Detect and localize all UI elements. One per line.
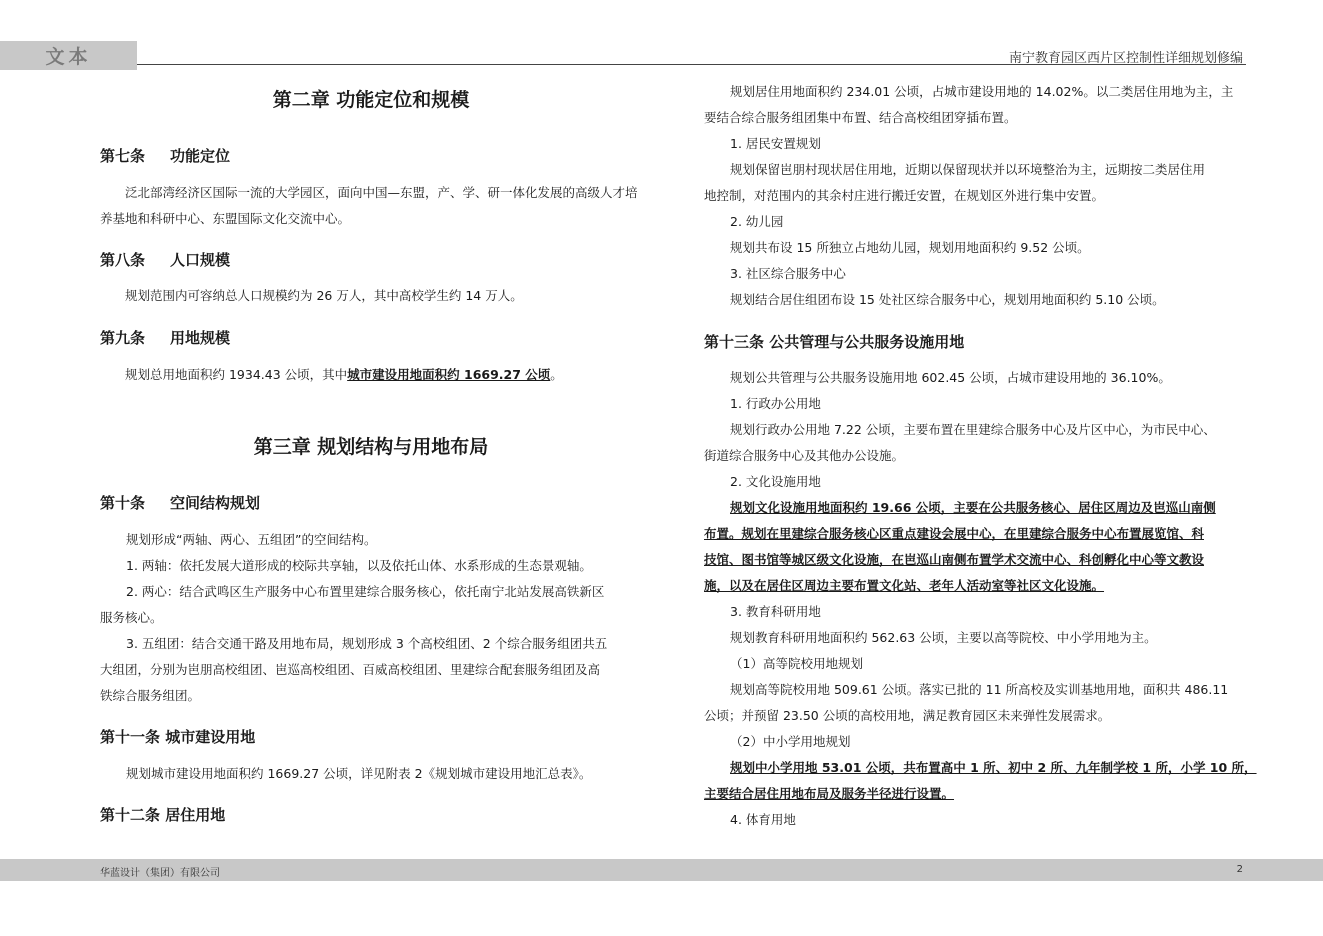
- list-item-clusters-cont: 大组团，分别为岜朋高校组团、岜巡高校组团、百威高校组团、里建综合配套服务组团及高: [100, 662, 601, 677]
- subheading-kindergarten: 2. 幼儿园: [730, 214, 784, 229]
- culture-paragraph-cont: 布置。规划在里建综合服务核心区重点建设会展中心，在里建综合服务中心布置展览馆、科: [704, 526, 1205, 541]
- article-12-heading: 第十二条 居住用地: [100, 806, 226, 824]
- list-item-axes: 1. 两轴：依托发展大道形成的校际共享轴，以及依托山体、水系形成的生态景观轴。: [126, 558, 592, 573]
- list-item-clusters-cont: 铁综合服务组团。: [100, 688, 201, 703]
- subheading-university: （1）高等院校用地规划: [730, 656, 863, 671]
- resettlement-paragraph-cont: 地控制，对范围内的其余村庄进行搬迁安置，在规划区外进行集中安置。: [704, 188, 1105, 203]
- article-10-heading: [100, 492, 260, 513]
- chapter-2-heading: 第二章 功能定位和规模: [272, 89, 470, 111]
- subheading-resettlement: 1. 居民安置规划: [730, 136, 821, 151]
- residential-paragraph: 规划居住用地面积约 234.01 公顷，占城市建设用地的 14.02%。以二类居住用地为主，主: [730, 84, 1234, 99]
- resettlement-paragraph: 规划保留岜朋村现状居住用地，近期以保留现状并以环境整治为主，远期按二类居住用: [730, 162, 1206, 177]
- page-number: 2: [1236, 864, 1243, 875]
- article-9-heading: [100, 327, 230, 348]
- list-item-cores-cont: 服务核心。: [100, 610, 163, 625]
- admin-office-paragraph: 规划行政办公用地 7.22 公顷，主要布置在里建综合服务中心及片区中心，为市民中心、: [730, 422, 1216, 437]
- article-9-paragraph: [100, 362, 642, 388]
- highlighted-text: 城市建设用地面积约 1669.27 公顷: [347, 367, 551, 382]
- public-service-paragraph: 规划公共管理与公共服务设施用地 602.45 公顷，占城市建设用地的 36.10%。: [730, 370, 1171, 385]
- residential-paragraph-cont: 要结合综合服务组团集中布置、结合高校组团穿插布置。: [704, 110, 1017, 125]
- article-8-heading: [100, 249, 230, 270]
- document-title: 南宁教育园区西片区控制性详细规划修编: [1008, 51, 1243, 66]
- university-paragraph: 规划高等院校用地 509.61 公顷。落实已批的 11 所高校及实训基地用地，面积共 486.11: [730, 682, 1229, 697]
- article-8-paragraph: 规划范围内可容纳总人口规模约为 26 万人，其中高校学生约 14 万人。: [125, 288, 523, 303]
- text-run: 规划总用地面积约 1934.43 公顷，其中: [125, 367, 348, 382]
- article-11-heading: 第十一条 城市建设用地: [100, 728, 256, 746]
- article-7-heading: [100, 145, 230, 166]
- kindergarten-paragraph: 规划共布设 15 所独立占地幼儿园，规划用地面积约 9.52 公顷。: [730, 240, 1090, 255]
- article-title: 空间结构规划: [170, 494, 261, 512]
- subheading-culture: 2. 文化设施用地: [730, 474, 821, 489]
- article-number: 第八条: [100, 251, 146, 269]
- list-item-cores: 2. 两心：结合武鸣区生产服务中心布置里建综合服务核心，依托南宁北站发展高铁新区: [126, 584, 605, 599]
- article-title: 人口规模: [170, 251, 231, 269]
- subheading-sports: 4. 体育用地: [730, 812, 796, 827]
- subheading-admin-office: 1. 行政办公用地: [730, 396, 821, 411]
- article-number: 第七条: [100, 147, 146, 165]
- article-13-heading: 第十三条 公共管理与公共服务设施用地: [704, 333, 965, 351]
- section-tab: 文本: [0, 41, 137, 70]
- article-10-paragraph: 规划形成“两轴、两心、五组团”的空间结构。: [126, 532, 377, 547]
- subheading-community-center: 3. 社区综合服务中心: [730, 266, 846, 281]
- article-title: 用地规模: [170, 329, 231, 347]
- culture-paragraph-cont: 技馆、图书馆等城区级文化设施，在岜巡山南侧布置学术交流中心、科创孵化中心等文教设: [704, 552, 1205, 567]
- university-paragraph-cont: 公顷；并预留 23.50 公顷的高校用地，满足教育园区未来弹性发展需求。: [704, 708, 1111, 723]
- schools-paragraph: 规划中小学用地 53.01 公顷，共布置高中 1 所、初中 2 所、九年制学校 1 所，小学 10 所，: [730, 760, 1257, 775]
- article-title: 功能定位: [170, 147, 231, 165]
- footer-company: 华蓝设计（集团）有限公司: [100, 868, 220, 879]
- community-center-paragraph: 规划结合居住组团布设 15 处社区综合服务中心，规划用地面积约 5.10 公顷。: [730, 292, 1165, 307]
- chapter-3-heading: 第三章 规划结构与用地布局: [253, 436, 489, 458]
- culture-paragraph: 规划文化设施用地面积约 19.66 公顷，主要在公共服务核心、居住区周边及岜巡山南侧: [730, 500, 1216, 515]
- text-run: 。: [550, 367, 563, 382]
- article-11-paragraph: 规划城市建设用地面积约 1669.27 公顷，详见附表 2《规划城市建设用地汇总表》。: [126, 766, 592, 781]
- culture-paragraph-cont: 施，以及在居住区周边主要布置文化站、老年人活动室等社区文化设施。: [704, 578, 1105, 593]
- article-number: 第十条: [100, 494, 146, 512]
- subheading-schools: （2）中小学用地规划: [730, 734, 851, 749]
- article-7-paragraph: 泛北部湾经济区国际一流的大学园区，面向中国—东盟，产、学、研一体化发展的高级人才培养基地和科研中心、东盟国际文化交流中心。: [100, 185, 638, 226]
- article-number: 第九条: [100, 329, 146, 347]
- admin-office-paragraph-cont: 街道综合服务中心及其他办公设施。: [704, 448, 905, 463]
- schools-paragraph-cont: 主要结合居住用地布局及服务半径进行设置。: [704, 786, 955, 801]
- list-item-clusters: 3. 五组团：结合交通干路及用地布局，规划形成 3 个高校组团、2 个综合服务组团共五: [126, 636, 608, 651]
- subheading-education: 3. 教育科研用地: [730, 604, 821, 619]
- education-paragraph: 规划教育科研用地面积约 562.63 公顷，主要以高等院校、中小学用地为主。: [730, 630, 1157, 645]
